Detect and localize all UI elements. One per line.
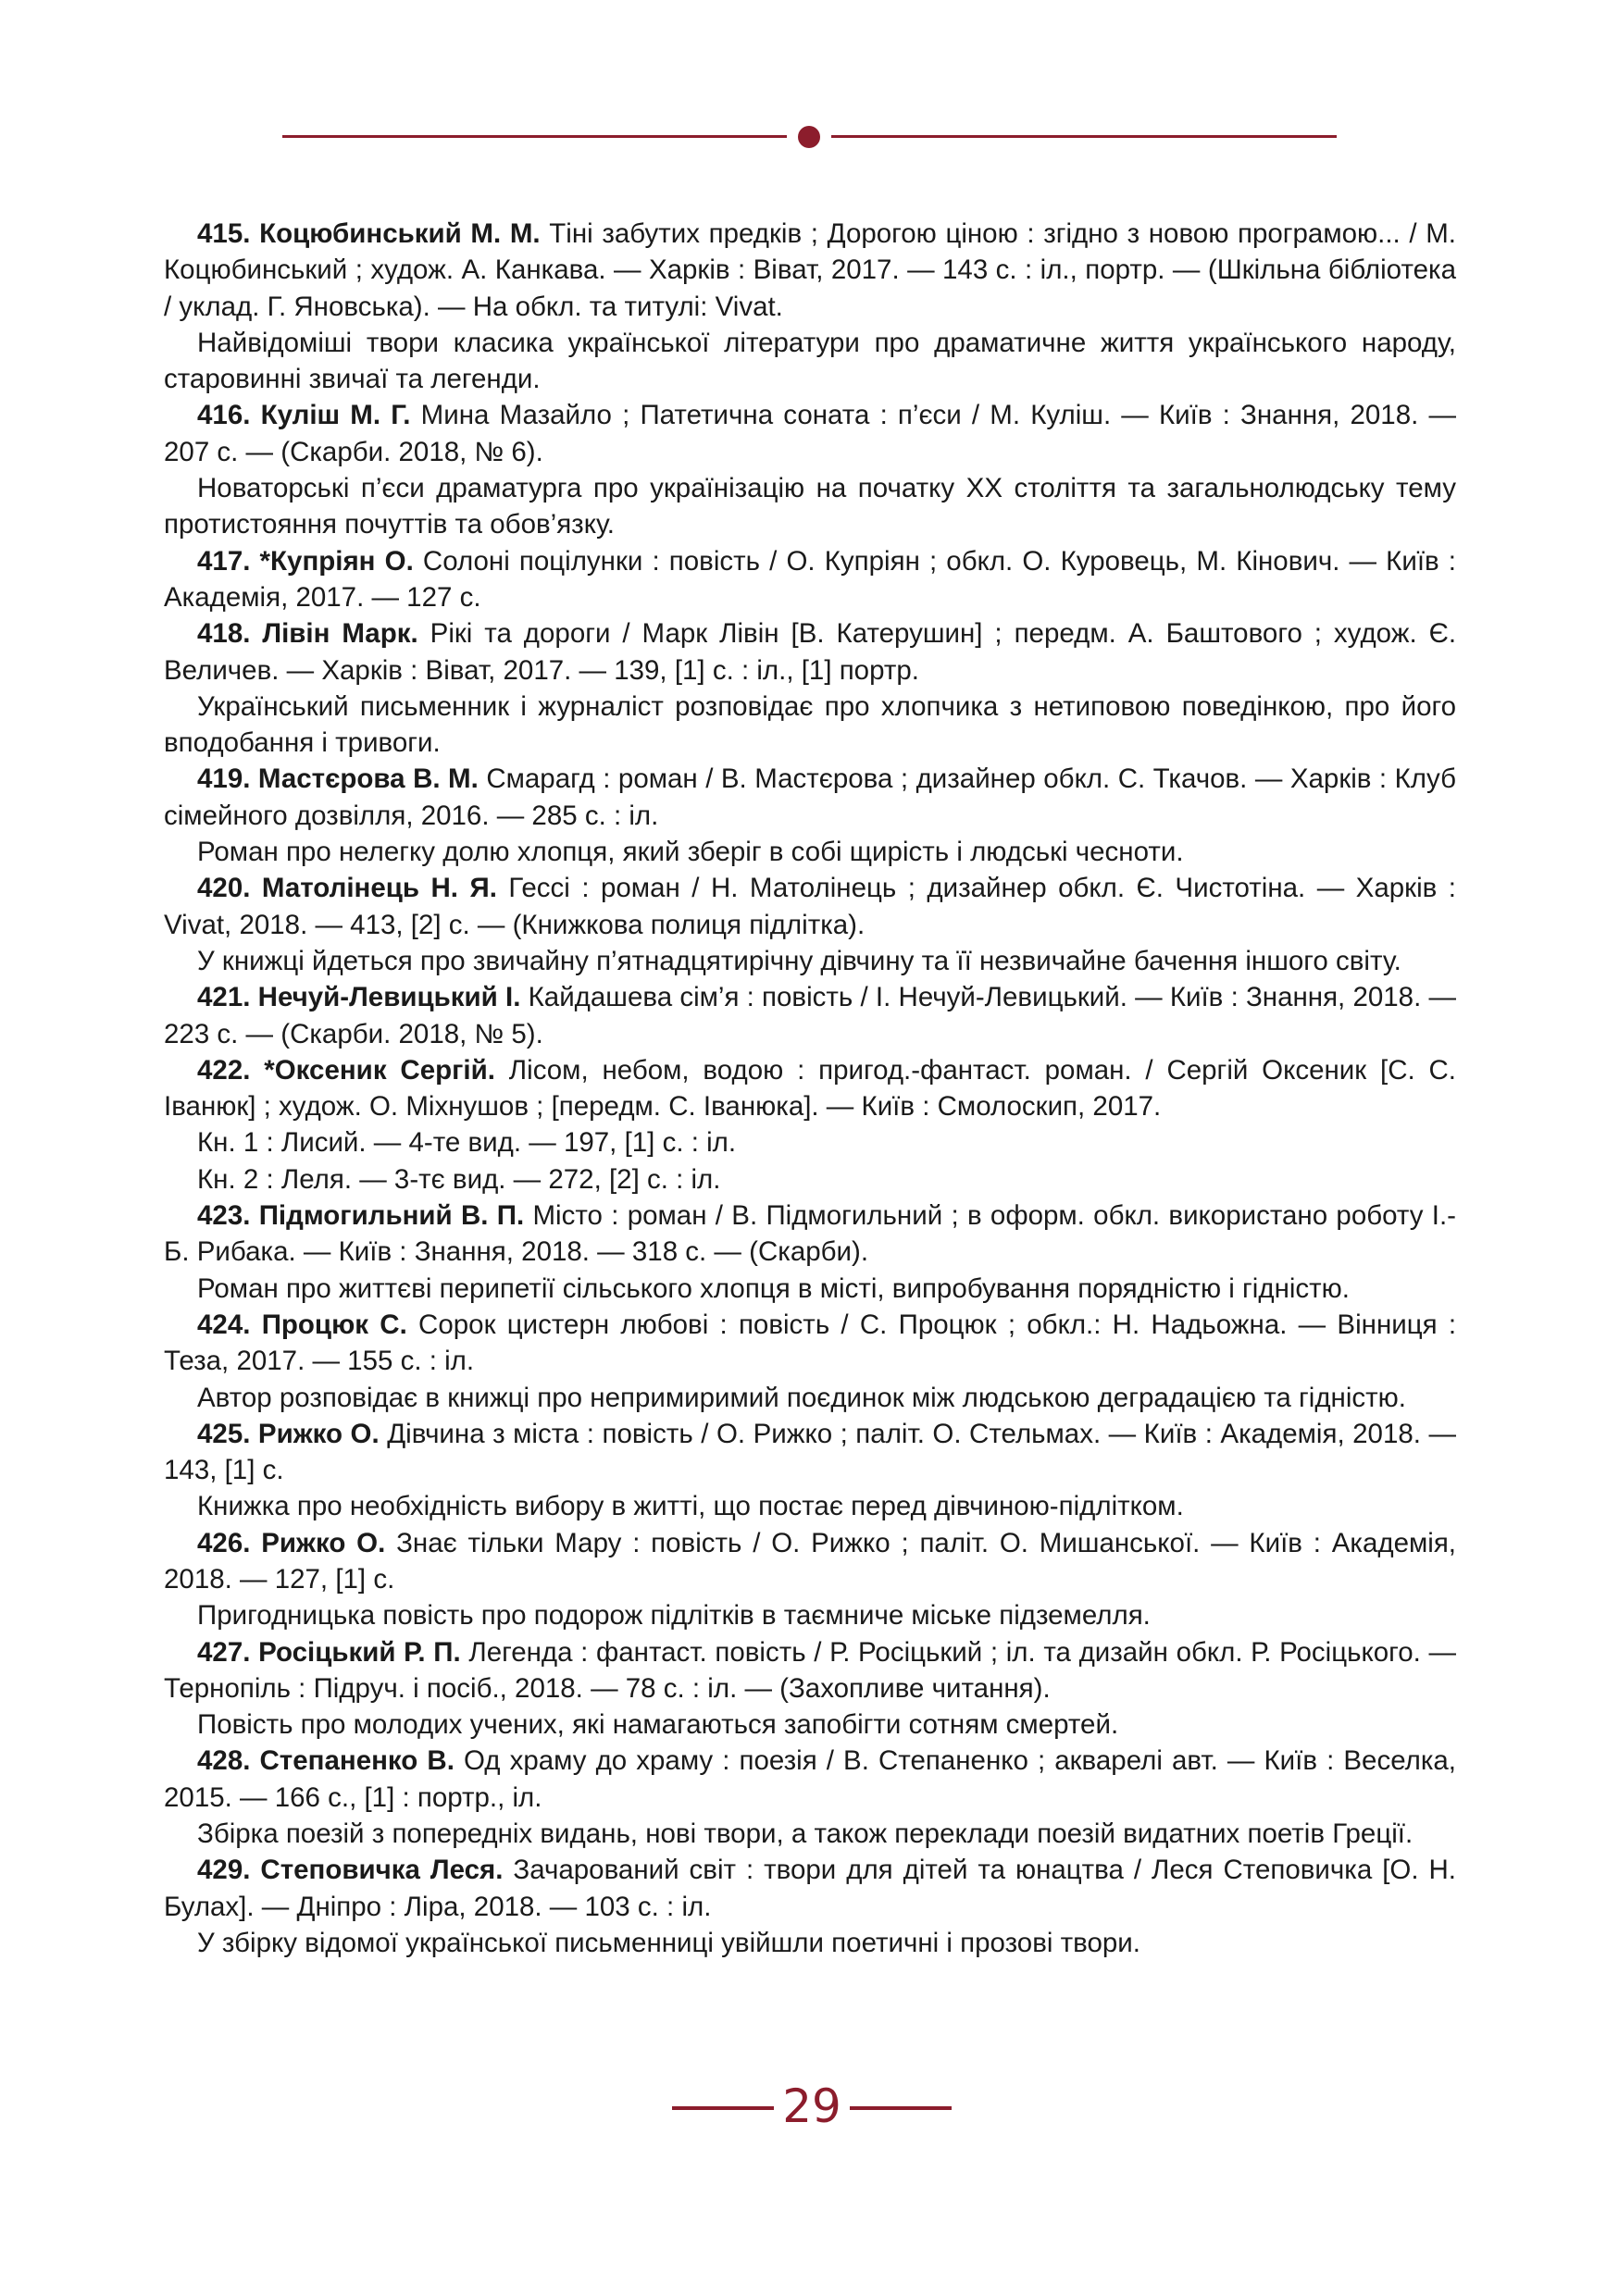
entry-annotation: Найвідоміші твори класика української літератури про драматичне життя українського народу, старовинні звичаї та легенди. [164,327,1456,395]
entry-author: Куліш М. Г. [260,400,411,431]
entry-author: Степовичка Леся. [260,1855,504,1886]
entry-number: 418. [197,618,251,650]
entry-number: 425. [197,1418,251,1449]
entry-author: *Купріян О. [259,545,414,577]
entry-annotation: Український письменник і журналіст розповідає про хлопчика з нетиповою поведінкою, про його вподобання і тривоги. [164,690,1456,759]
entry-author: *Оксеник Сергій. [264,1054,495,1086]
entry-author: Лівін Марк. [262,618,418,650]
entry [164,1852,1456,1925]
entry [164,543,1456,616]
entry-author: Коцюбинський М. М. [259,218,541,249]
entry-heading [197,1200,524,1231]
entry [164,979,1456,1052]
entry [164,1307,1456,1380]
entry-number: 428. [197,1745,251,1777]
entry-heading [197,218,541,249]
entry-annotation: Роман про нелегку долю хлопця, який зберіг в собі щирість і людські чесноти. [197,837,1184,868]
entry-author: Матолінець Н. Я. [261,873,497,904]
entry [164,1052,1456,1125]
header-rule-left [282,135,787,138]
entry-heading [197,1637,461,1668]
entry-description: Тіні забутих предків ; Дорогою ціною : згідно з новою програмою... / М. Коцюбинський ; худож. А. Канкава. — Харків : Віват, 2017. — 143 с. : іл., портр. — (Шкільна бібліотека / уклад. Г. Яновська). — На обкл. та титулі: Vivat. [164,218,1456,322]
entry [164,1525,1456,1598]
entry [164,1198,1456,1271]
header-rule-right [831,135,1337,138]
entry [164,1743,1456,1816]
entry-number: 417. [197,545,251,577]
entry-description: Солоні поцілунки : повість / О. Купріян ; обкл. О. Куровець, М. Кінович. — Київ : Академія, 2017. — 127 с. [164,545,1456,613]
bibliography-list [164,216,1456,1961]
entry-author: Рижко О. [261,1527,386,1558]
entry-description: Легенда : фантаст. повість / Р. Росіцький ; іл. та дизайн обкл. Р. Росіцького. — Тернопіль : Підруч. і посіб., 2018. — 78 с. : іл. — (Захопливе читання). [164,1636,1456,1704]
entry-number: 426. [197,1527,251,1558]
entry-author: Рижко О. [257,1418,380,1449]
entry-number: 419. [197,763,251,795]
entry-description: Сорок цистерн любові : повість / С. Процюк ; обкл.: Н. Надьожна. — Вінниця : Теза, 2017. — 155 с. : іл. [164,1309,1457,1377]
entry-author: Росіцький Р. П. [258,1636,461,1668]
entry [164,870,1456,943]
entry-heading [197,982,520,1012]
entry-description: Лісом, небом, водою : пригод.-фантаст. роман. / Сергій Оксеник [С. С. Іванюк] ; худож. О. Міхнушов ; [передм. С. Іванюка]. — Київ : Смолоскип, 2017. [164,1054,1457,1123]
entry [164,615,1456,689]
entry-number: 429. [197,1855,251,1886]
entry-annotation: Пригодницька повість про подорож підлітків в таємниче міське підземелля. [197,1600,1151,1632]
entry-annotation: У книжці йдеться про звичайну п’ятнадцятирічну дівчину та її незвичайне бачення іншого світу. [197,945,1401,976]
entry-description: Мина Мазайло ; Патетична соната : п’єси / М. Куліш. — Київ : Знання, 2018. — 207 с. — (Скарби. 2018, № 6). [164,400,1456,467]
entry-annotation: Книжка про необхідність вибору в житті, що постає перед дівчиною-підлітком. [197,1491,1184,1522]
entry-description: Знає тільки Мару : повість / О. Рижко ; паліт. О. Мишанської. — Київ : Академія, 2018. — 127, [1] с. [164,1527,1456,1595]
entry-number: 421. [197,982,251,1013]
entry-heading [197,1055,495,1086]
entry-number: 423. [197,1200,251,1232]
entry-heading [197,618,418,649]
entry-heading [197,1855,503,1885]
entry-description: Смарагд : роман / В. Мастєрова ; дизайнер обкл. С. Ткачов. — Харків : Клуб сімейного дозвілля, 2016. — 285 с. : іл. [164,763,1456,831]
entry-description: Дівчина з міста : повість / О. Рижко ; паліт. О. Стельмах. — Київ : Академія, 2018. — 143, [1] с. [164,1418,1456,1486]
footer-rule-left [672,2106,774,2110]
entry-annotation: Роман про життєві перипетії сільського хлопця в місті, випробування порядністю і гідністю. [197,1272,1351,1304]
footer-rule-right [850,2106,952,2110]
entry-annotation: Повість про молодих учених, які намагаються запобігти сотням смертей. [197,1709,1119,1741]
entry-heading [197,1528,385,1558]
entry-number: 424. [197,1309,251,1340]
entry [164,397,1456,470]
entry [164,216,1456,325]
entry-annotation: У збірку відомої української письменниці увійшли поетичні і прозові твори. [197,1927,1140,1958]
entry-number: 422. [197,1054,251,1086]
entry-description: Гессі : роман / Н. Матолінець ; дизайнер обкл. Є. Чистотіна. — Харків : Vivat, 2018. — 413, [2] с. — (Книжкова полиця підлітка). [164,873,1456,940]
page-number: 29 [782,2079,841,2133]
entry-author: Нечуй-Левицький І. [257,982,521,1013]
header-ornament-dot [798,126,820,148]
entry-description: Зачарований світ : твори для дітей та юнацтва / Леся Степовичка [О. Н. Булах]. — Дніпро : Ліра, 2018. — 103 с. : іл. [164,1855,1456,1922]
entry-heading [197,400,411,430]
entry-description: Од храму до храму : поезія / В. Степаненко ; акварелі авт. — Київ : Веселка, 2015. — 166 с., [1] : портр., іл. [164,1745,1456,1813]
entry-heading [197,1745,455,1776]
entry-heading [197,763,479,794]
entry [164,1416,1456,1489]
entry-heading [197,1309,407,1340]
entry-heading [197,1419,380,1449]
entry-annotation: Кн. 2 : Леля. — 3-тє вид. — 272, [2] с. : іл. [197,1163,721,1195]
entry-description: Рікі та дороги / Марк Лівін [В. Катерушин] ; передм. А. Баштового ; худож. Є. Величев. — Харків : Віват, 2017. — 139, [1] с. : іл., [1] портр. [164,618,1457,686]
entry-heading [197,546,414,577]
entry-author: Мастєрова В. М. [257,763,479,795]
entry-annotation: Кн. 1 : Лисий. — 4-те вид. — 197, [1] с. : іл. [197,1127,737,1159]
entry-description: Місто : роман / В. Підмогильний ; в оформ. обкл. використано роботу І.-Б. Рибака. — Київ : Знання, 2018. — 318 с. — (Скарби). [164,1200,1456,1268]
entry-heading [197,873,497,903]
entry [164,1634,1456,1707]
entry [164,761,1456,834]
entry-number: 427. [197,1636,251,1668]
entry-author: Степаненко В. [259,1745,455,1777]
entry-annotation: Автор розповідає в книжці про непримиримий поєдинок між людською деградацією та гідністю. [197,1382,1406,1413]
entry-author: Процюк С. [261,1309,407,1340]
entry-annotation: Збірка поезій з попередніх видань, нові твори, а також переклади поезій видатних поетів Греції. [197,1818,1414,1850]
entry-number: 420. [197,873,251,904]
entry-annotation: Новаторські п’єси драматурга про українізацію на початку ХХ століття та загальнолюдську тему протистояння почуттів та обов’язку. [164,473,1456,540]
entry-description: Кайдашева сім’я : повість / І. Нечуй-Левицький. — Київ : Знання, 2018. — 223 с. — (Скарби. 2018, № 5). [164,982,1456,1049]
entry-author: Підмогильний В. П. [258,1200,525,1232]
entry-number: 415. [197,218,251,249]
entry-number: 416. [197,400,251,431]
